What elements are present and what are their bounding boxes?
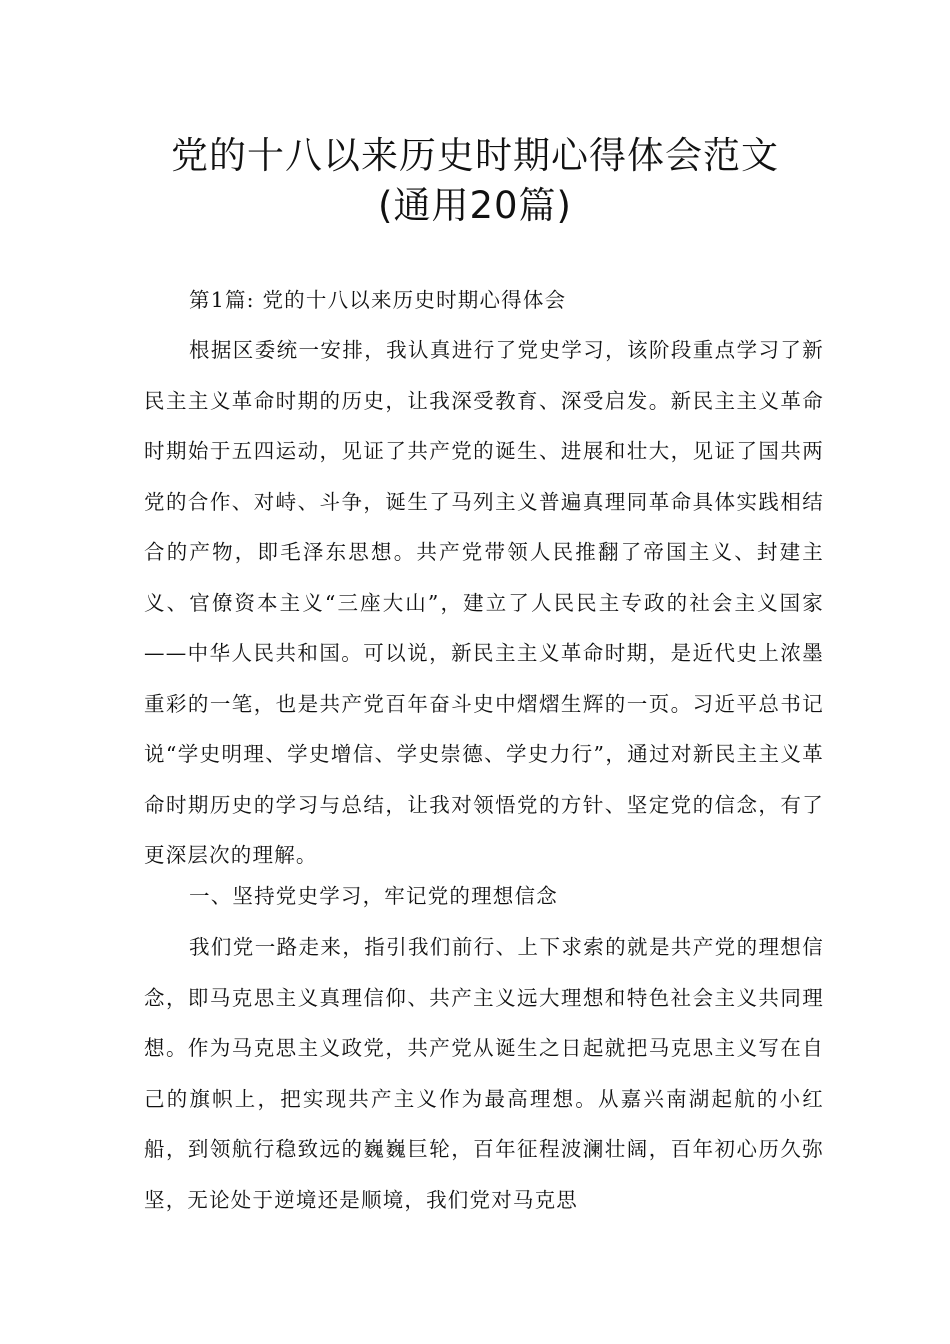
- body-paragraph-1: 根据区委统一安排，我认真进行了党史学习，该阶段重点学习了新民主主义革命时期的历史，让我深受教育、深受启发。新民主主义革命时期始于五四运动，见证了共产党的诞生、进展和壮大，见证了国共两党的合作、对峙、斗争，诞生了马列主义普遍真理同革命具体实践相结合的产物，即毛泽东思想。共产党带领人民推翻了帝国主义、封建主义、官僚资本主义“三座大山”，建立了人民民主专政的社会主义国家——中华人民共和国。可以说，新民主主义革命时期，是近代史上浓墨重彩的一笔，也是共产党百年奋斗史中熠熠生辉的一页。习近平总书记说“学史明理、学史增信、学史崇德、学史力行”，通过对新民主主义革命时期历史的学习与总结，让我对领悟党的方针、坚定党的信念，有了更深层次的理解。: [144, 338, 824, 867]
- document-title-line-1: 党的十八以来历史时期心得体会范文: [171, 134, 779, 177]
- section-heading: 第1篇: 党的十八以来历史时期心得体会: [189, 288, 567, 312]
- body-paragraph-2: 我们党一路走来，指引我们前行、上下求索的就是共产党的理想信念，即马克思主义真理信仰、共产主义远大理想和特色社会主义共同理想。作为马克思主义政党，共产党从诞生之日起就把马克思主义写在自己的旗帜上，把实现共产主义作为最高理想。从嘉兴南湖起航的小红船，到领航行稳致远的巍巍巨轮，百年征程波澜壮阔，百年初心历久弥坚，无论处于逆境还是顺境，我们党对马克思: [144, 935, 824, 1212]
- document-title-line-2: (通用20篇): [378, 184, 572, 227]
- subheading-1: 一、坚持党史学习，牢记党的理想信念: [189, 884, 558, 908]
